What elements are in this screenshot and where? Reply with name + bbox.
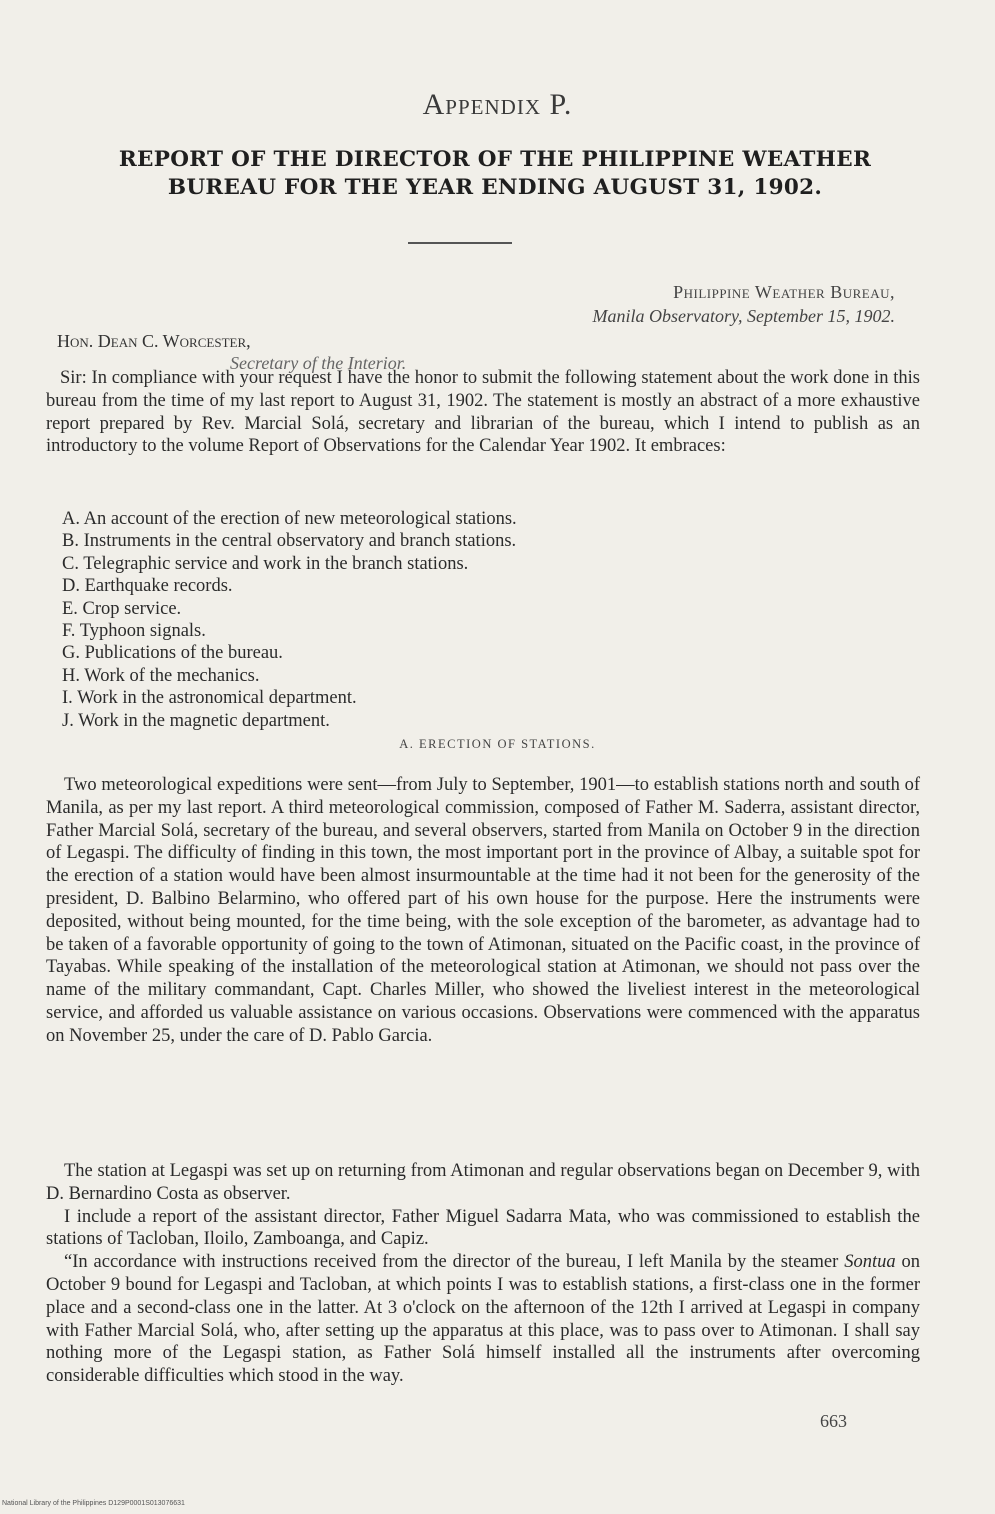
list-item: B. Instruments in the central observatory and branch stations. <box>62 531 517 552</box>
intro-paragraph: Sir: In compliance with your request I have the honor to submit the following statement about the work done in this bureau from the time of my last report to August 31, 1902. The statement is mostly an abstract of a more exhaustive report prepared by Rev. Marcial Solá, secretary and librarian of the bureau, which I intend to publish as an introductory to the volume Report of Observations for the Calendar Year 1902. It embraces: <box>46 368 920 457</box>
list-item: F. Typhoon signals. <box>62 620 206 641</box>
remaining-paragraphs <box>46 1160 920 1388</box>
addressee-role: Secretary of the Interior. <box>230 353 407 373</box>
list-item: A. An account of the erection of new meteorological stations. <box>62 509 517 529</box>
section-heading: A. ERECTION OF STATIONS. <box>399 737 596 751</box>
list-item: C. Telegraphic service and work in the branch stations. <box>62 553 469 574</box>
quote-part-a: “In accordance with instructions received from the director of the bureau, I left Manila by the steamer <box>64 1252 845 1273</box>
page-number: 663 <box>820 1411 847 1431</box>
dateline-org: Philippine Weather Bureau, <box>673 282 895 302</box>
title-line-2: BUREAU FOR THE YEAR ENDING AUGUST 31, 1902. <box>167 175 823 200</box>
title-divider <box>408 242 512 244</box>
dateline-place-date: Manila Observatory, September 15, 1902. <box>592 306 895 326</box>
list-item: G. Publications of the bureau. <box>62 643 283 664</box>
quote-part-b: on October 9 bound for Legaspi and Tacloban, at which points I was to establish stations, a first-class one in the former place and a second-class one in the latter. At 3 o'clock on the afternoon of the 12th I arrived at Legaspi in company with Father Marcial Solá, who, after setting up the apparatus at this place, was to pass over to Atimonan. I shall say nothing more of the Legaspi station, as Father Solá himself installed all the instruments after overcoming considerable difficulties which stood in the way. <box>46 1252 920 1387</box>
list-item: H. Work of the mechanics. <box>62 665 260 686</box>
list-item: E. Crop service. <box>62 598 182 619</box>
paragraph-quoted-report <box>46 1251 920 1388</box>
list-item: J. Work in the magnetic department. <box>62 710 330 731</box>
contents-list <box>62 508 762 732</box>
list-item: I. Work in the astronomical department. <box>62 688 357 709</box>
appendix-label: Appendix P. <box>422 88 573 121</box>
addressee-name: Hon. Dean C. Worcester, <box>57 331 251 351</box>
paragraph-legaspi: The station at Legaspi was set up on returning from Atimonan and regular observations began on December 9, with D. Bernardino Costa as observer. <box>46 1161 920 1204</box>
title-line-1: REPORT OF THE DIRECTOR OF THE PHILIPPINE WEATHER <box>118 147 872 172</box>
dateline <box>480 280 895 328</box>
paragraph-erection: Two meteorological expeditions were sent—from July to September, 1901—to establish stations north and south of Manila, as per my last report. A third meteorological commission, composed of Father M. Saderra, assistant director, Father Marcial Solá, secretary of the bureau, and several observers, started from Manila on October 9 in the direction of Legaspi. The difficulty of finding in this town, the most important port in the province of Albay, a suitable spot for the erection of a station would have been almost insurmountable at the time had it not been for the generosity of the president, D. Balbino Belarmino, who offered part of his own house for the purpose. Here the instruments were deposited, without being mounted, for the time being, with the sole exception of the barometer, as advantage had to be taken of a favorable opportunity of going to the town of Atimonan, situated on the Pacific coast, in the province of Tayabas. While speaking of the installation of the meteorological station at Atimonan, we should not pass over the name of the military commandant, Capt. Charles Miller, who showed the liveliest interest in the meteorological service, and afforded us valuable assistance on various occasions. Observations were commenced with the apparatus on November 25, under the care of D. Pablo Garcia. <box>46 775 920 1046</box>
paragraph-assistant-report: I include a report of the assistant director, Father Miguel Sadarra Mata, who was commissioned to establish the stations of Tacloban, Iloilo, Zamboanga, and Capiz. <box>46 1206 920 1250</box>
archive-footer: National Library of the Philippines D129P0001S013076631 <box>2 1500 185 1507</box>
report-title <box>95 146 895 202</box>
ship-name: Sontua <box>844 1252 896 1273</box>
list-item: D. Earthquake records. <box>62 576 233 597</box>
